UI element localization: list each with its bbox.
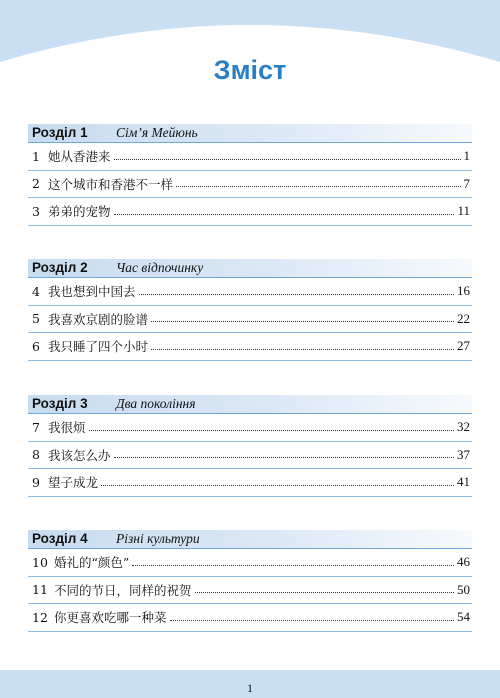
section-label: Розділ 4 (32, 531, 88, 546)
toc-entry[interactable] (28, 469, 472, 497)
dot-leader (151, 321, 454, 322)
section-header (28, 124, 472, 142)
page-ref: 37 (457, 446, 470, 462)
section-title: Два покоління (116, 396, 196, 411)
dot-leader (139, 294, 454, 295)
lesson-number: 10 (32, 554, 48, 570)
toc-entry[interactable] (28, 549, 472, 577)
dot-leader (151, 349, 454, 350)
page-ref: 22 (457, 310, 470, 326)
lesson-title: 我很烦 (48, 420, 86, 436)
toc-entry[interactable] (28, 604, 472, 632)
section-label: Розділ 1 (32, 125, 88, 140)
section-title: Різні культури (116, 531, 200, 546)
lesson-title: 她从香港来 (48, 149, 111, 165)
dot-leader (195, 592, 454, 593)
lesson-title: 我该怎么办 (48, 447, 111, 463)
toc-entry[interactable] (28, 333, 472, 361)
lesson-number: 12 (32, 609, 48, 625)
page-ref: 16 (457, 283, 470, 299)
page-ref: 41 (457, 474, 470, 490)
section-4 (28, 530, 472, 632)
toc-entry[interactable] (28, 143, 472, 171)
lesson-number: 1 (32, 148, 40, 164)
toc-entry[interactable] (28, 306, 472, 334)
page-ref: 54 (457, 609, 470, 625)
lesson-number: 4 (32, 283, 40, 299)
lesson-title: 这个城市和香港不一样 (48, 176, 174, 192)
dot-leader (170, 620, 454, 621)
lesson-number: 5 (32, 311, 40, 327)
lesson-title: 弟弟的宠物 (48, 204, 111, 220)
lesson-title: 不同的节日，同样的祝贺 (54, 582, 192, 598)
toc-entry[interactable] (28, 278, 472, 306)
lesson-number: 3 (32, 203, 40, 219)
lesson-number: 9 (32, 474, 40, 490)
toc-entry[interactable] (28, 577, 472, 605)
page-ref: 27 (457, 338, 470, 354)
lesson-title: 望子成龙 (48, 475, 99, 491)
dot-leader (114, 214, 455, 215)
lesson-title: 我也想到中国去 (48, 284, 136, 300)
page-ref: 1 (463, 148, 470, 164)
section-title: Час відпочинку (116, 260, 204, 275)
section-label: Розділ 2 (32, 260, 88, 275)
dot-leader (114, 159, 461, 160)
section-title: Сім’я Мейюнь (116, 125, 198, 140)
lesson-title: 我喜欢京剧的脸谱 (48, 311, 149, 327)
lesson-number: 2 (32, 176, 40, 192)
lesson-number: 6 (32, 338, 40, 354)
toc-entry[interactable] (28, 198, 472, 226)
page-ref: 7 (463, 175, 470, 191)
page-ref: 46 (457, 554, 470, 570)
lesson-number: 8 (32, 447, 40, 463)
lesson-title: 婚礼的“颜色” (54, 555, 130, 571)
dot-leader (101, 485, 454, 486)
section-header (28, 530, 472, 548)
section-header (28, 259, 472, 277)
dot-leader (176, 186, 460, 187)
toc-entry[interactable] (28, 442, 472, 470)
section-label: Розділ 3 (32, 396, 88, 411)
lesson-title: 你更喜欢吃哪一种菜 (54, 610, 167, 626)
section-header (28, 395, 472, 413)
section-3 (28, 395, 472, 497)
page-number: 1 (247, 681, 253, 695)
lesson-number: 7 (32, 419, 40, 435)
dot-leader (89, 430, 454, 431)
page-title: Зміст (213, 55, 287, 85)
page-ref: 50 (457, 581, 470, 597)
dot-leader (132, 565, 454, 566)
section-2 (28, 259, 472, 361)
toc-entry[interactable] (28, 414, 472, 442)
lesson-title: 我只睡了四个小时 (48, 339, 149, 355)
page-ref: 32 (457, 419, 470, 435)
section-1 (28, 124, 472, 226)
dot-leader (114, 457, 454, 458)
lesson-number: 11 (32, 582, 48, 598)
toc-entry[interactable] (28, 171, 472, 199)
page-ref: 11 (457, 203, 470, 219)
